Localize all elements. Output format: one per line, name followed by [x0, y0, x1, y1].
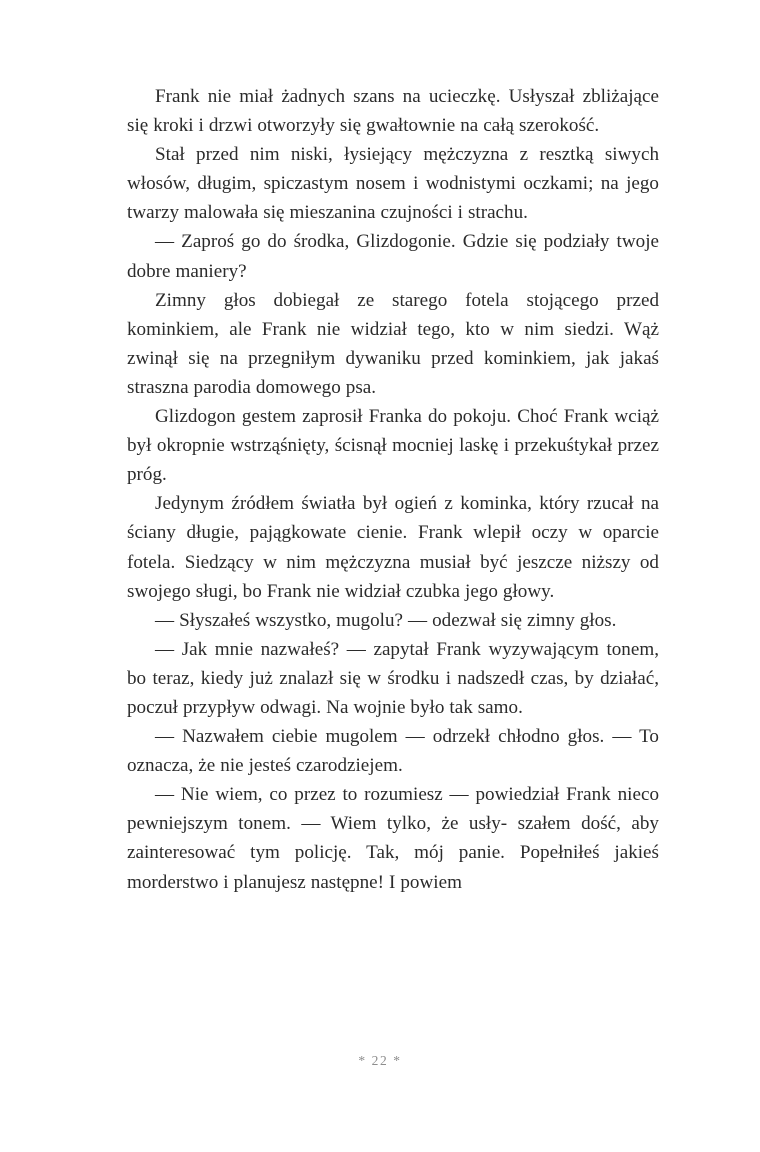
page-text-block	[127, 82, 659, 897]
paragraph: Jedynym źródłem światła był ogień z kominka, który rzucał na ściany długie, pajągkowate cienie. Frank wlepił oczy w oparcie fotela. Siedzący w nim mężczyzna musiał być jeszcze niższy od swojego sługi, bo Frank nie widział czubka jego głowy.	[127, 493, 659, 602]
paragraph: Glizdogon gestem zaprosił Franka do pokoju. Choć Frank wciąż był okropnie wstrząśnięty, ścisnął mocniej laskę i przekuśtykał przez próg.	[127, 406, 659, 486]
paragraph: Stał przed nim niski, łysiejący mężczyzna z resztką siwych włosów, długim, spiczastym nosem i wodnistymi oczkami; na jego twarzy malowała się mieszanina czujności i strachu.	[127, 144, 659, 224]
paragraph-dialogue: — Zaproś go do środka, Glizdogonie. Gdzie się podziały twoje dobre maniery?	[127, 231, 659, 282]
paragraph: Frank nie miał żadnych szans na ucieczkę. Usłyszał zbliżające się kroki i drzwi otworzyły się gwałtownie na całą szerokość.	[127, 86, 659, 137]
paragraph-dialogue: — Jak mnie nazwałeś? — zapytał Frank wyzywającym tonem, bo teraz, kiedy już znalazł się w środku i nadszedł czas, by działać, poczuł przypływ odwagi. Na wojnie było tak samo.	[127, 638, 659, 718]
paragraph-dialogue: — Nazwałem ciebie mugolem — odrzekł chłodno głos. — To oznacza, że nie jesteś czarodziejem.	[127, 726, 659, 777]
paragraph-dialogue: — Słyszałeś wszystko, mugolu? — odezwał się zimny głos.	[155, 609, 617, 631]
paragraph-dialogue: — Nie wiem, co przez to rozumiesz — powiedział Frank nieco pewniejszym tonem. — Wiem tylko, że usły- szałem dość, aby zainteresować tym policję. Tak, mój panie. Popełniłeś jakieś morderstwo i planujesz następne! I powiem	[127, 784, 659, 893]
paragraph: Zimny głos dobiegał ze starego fotela stojącego przed kominkiem, ale Frank nie widział tego, kto w nim siedzi. Wąż zwinął się na przegniłym dywaniku przed kominkiem, jak jakaś straszna parodia domowego psa.	[127, 289, 659, 398]
page-folio: * 22 *	[358, 1053, 402, 1068]
